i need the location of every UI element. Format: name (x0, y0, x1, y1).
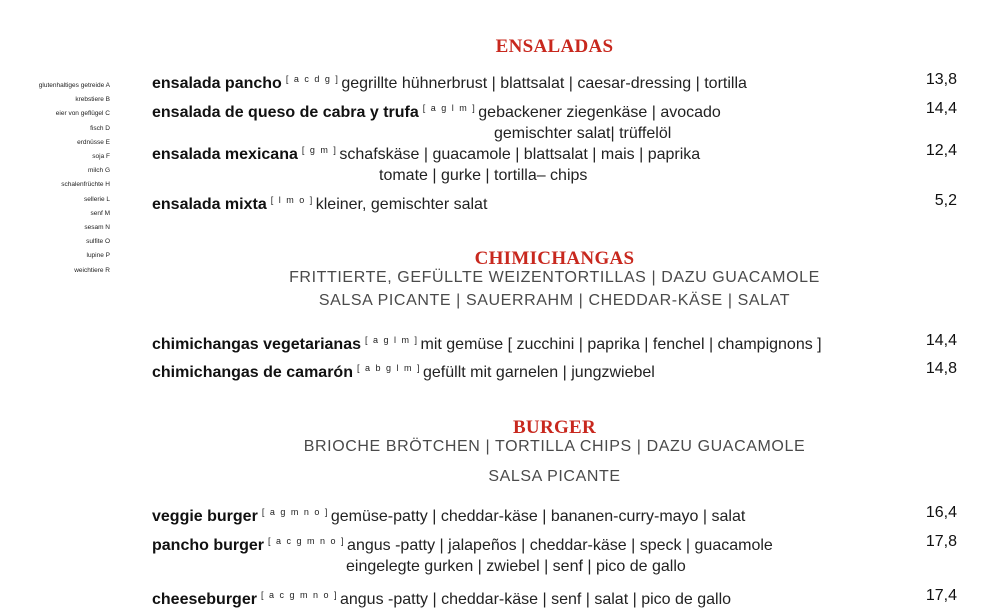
item-price: 17,4 (925, 587, 957, 604)
item-description: angus -patty | cheddar-käse | senf | salat | pico de gallo (339, 591, 732, 608)
item-description: mit gemüse [ zucchini | paprika | fenchel | champignons ] (420, 336, 822, 353)
allergen-codes: [ a g l m ] (364, 335, 419, 345)
menu-item (152, 358, 957, 383)
allergen-legend (0, 79, 110, 278)
allergen-codes: [ l m o ] (270, 195, 314, 205)
menu-item (152, 502, 957, 527)
menu-item (152, 98, 957, 144)
menu-item (152, 140, 957, 186)
item-description: angus -patty | jalapeños | cheddar-käse | speck | guacamole (347, 537, 773, 554)
item-description: gemüse-patty | cheddar-käse | bananen-curry-mayo | salat (330, 508, 746, 525)
item-description-cont: tomate | gurke | tortilla– chips (379, 167, 588, 184)
menu-item (152, 69, 957, 94)
item-price: 16,4 (925, 504, 957, 521)
item-name: ensalada mexicana (152, 146, 298, 163)
legend-item: fisch D (90, 124, 110, 132)
item-description: schafskäse | guacamole | blattsalat | mais | paprika (339, 146, 701, 163)
item-description-cont: eingelegte gurken | zwiebel | senf | pico de gallo (346, 558, 686, 575)
legend-item: sulfite O (86, 238, 110, 246)
menu-item (152, 531, 957, 577)
allergen-codes: [ a c g m n o ] (268, 536, 346, 546)
item-name: ensalada mixta (152, 196, 267, 213)
item-description: gefüllt mit garnelen | jungzwiebel (423, 364, 655, 381)
allergen-codes: [ a c g m n o ] (260, 590, 338, 600)
allergen-codes: [ a g l m ] (422, 103, 477, 113)
menu-item (152, 330, 957, 355)
item-name: cheeseburger (152, 591, 257, 608)
menu-item (152, 585, 957, 610)
legend-item: schalenfrüchte H (61, 181, 110, 189)
item-description-cont: gemischter salat| trüffelöl (494, 125, 672, 142)
section-subtitle: BRIOCHE BRÖTCHEN | TORTILLA CHIPS | DAZU GUACAMOLE (303, 438, 806, 455)
allergen-codes: [ a c d g ] (285, 74, 340, 84)
section-subtitle: SALSA PICANTE (488, 468, 621, 485)
section-title-burger: BURGER (512, 417, 597, 438)
item-price: 14,8 (925, 360, 957, 377)
legend-item: glutenhaltiges getreide A (38, 82, 110, 89)
section-title-chimichangas: CHIMICHANGAS (474, 248, 635, 269)
legend-item: soja F (92, 153, 110, 161)
legend-item: krebstiere B (75, 96, 110, 104)
section-subtitle: SALSA PICANTE | SAUERRAHM | CHEDDAR-KÄSE | SALAT (318, 292, 791, 309)
legend-item: erdnüsse E (77, 138, 110, 146)
legend-item: weichtiere R (74, 266, 110, 274)
legend-item: senf M (90, 209, 110, 217)
item-description: gegrillte hühnerbrust | blattsalat | caesar-dressing | tortilla (341, 75, 747, 92)
item-name: ensalada pancho (152, 75, 282, 92)
allergen-codes: [ a b g l m ] (356, 363, 421, 373)
item-price: 13,8 (925, 71, 957, 88)
item-price: 14,4 (925, 332, 957, 349)
legend-item: eier von geflügel C (55, 110, 110, 118)
item-name: pancho burger (152, 537, 265, 554)
item-price: 5,2 (934, 192, 957, 209)
allergen-codes: [ a g m n o ] (261, 507, 329, 517)
allergen-codes: [ g m ] (301, 145, 338, 155)
item-name: ensalada de queso de cabra y trufa (152, 104, 419, 121)
item-price: 14,4 (925, 100, 957, 117)
legend-item: milch G (87, 167, 110, 175)
menu-item (152, 190, 957, 215)
item-description: kleiner, gemischter salat (315, 196, 488, 213)
legend-item: sesam N (84, 224, 110, 232)
section-title-ensaladas: ENSALADAS (495, 36, 614, 57)
section-subtitle: FRITTIERTE, GEFÜLLTE WEIZENTORTILLAS | DAZU GUACAMOLE (289, 269, 820, 286)
legend-item: sellerie L (83, 195, 110, 203)
item-name: chimichangas de camarón (152, 364, 353, 381)
item-name: chimichangas vegetarianas (152, 336, 361, 353)
item-price: 17,8 (925, 533, 957, 550)
legend-item: lupine P (86, 252, 110, 260)
item-price: 12,4 (925, 142, 957, 159)
item-name: veggie burger (152, 508, 258, 525)
item-description: gebackener ziegenkäse | avocado (478, 104, 721, 121)
